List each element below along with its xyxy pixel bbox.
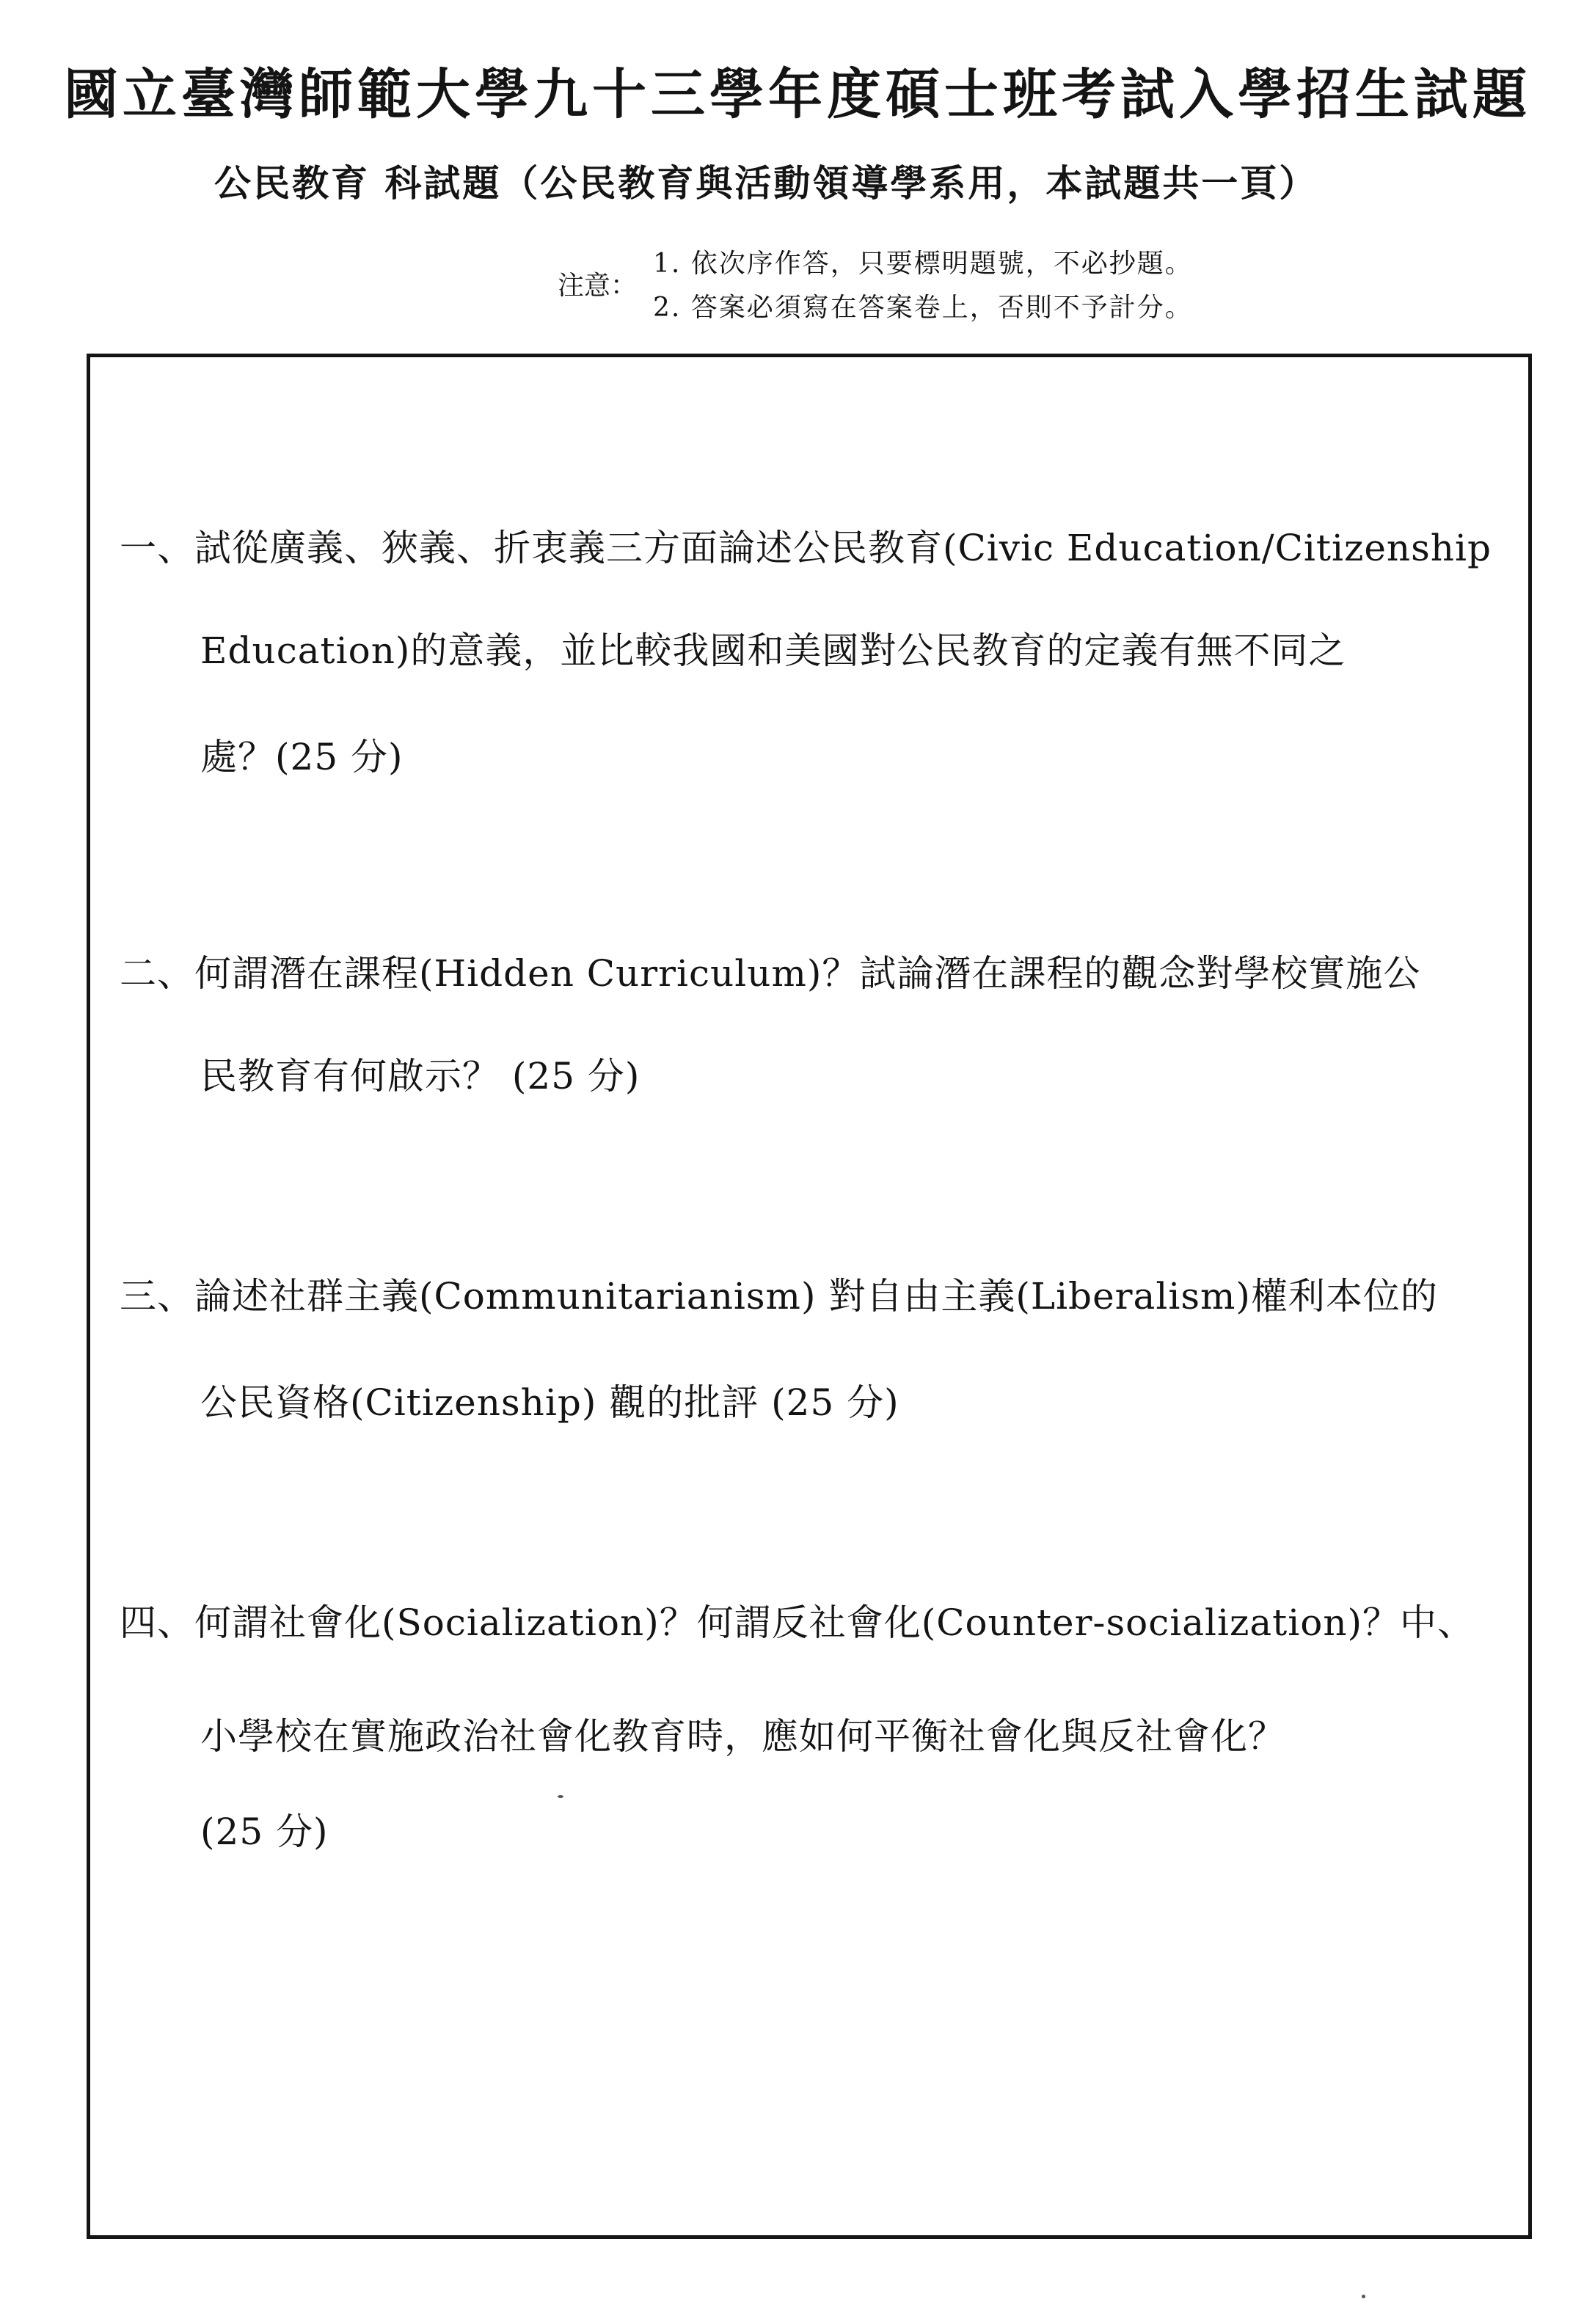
question-2-text-1: 何謂潛在課程(Hidden Curriculum)？試論潛在課程的觀念對學校實施公 [194, 952, 1421, 995]
question-3-line-1 [120, 1267, 1438, 1320]
question-4-text-1: 何謂社會化(Socialization)？何謂反社會化(Counter-socialization)？中、 [194, 1601, 1475, 1644]
question-2-line-1 [120, 944, 1420, 997]
exam-title: 國立臺灣師範大學九十三學年度碩士班考試入學招生試題 [64, 63, 1531, 126]
question-3-line-2: 公民資格(Citizenship) 觀的批評 (25 分) [200, 1381, 899, 1424]
question-3-number: 三、 [120, 1275, 194, 1318]
notice-item-1: 1. 依次序作答，只要標明題號，不必抄題。 [653, 249, 1193, 279]
scan-speck [1362, 2295, 1365, 2298]
question-4-line-1 [120, 1593, 1475, 1646]
notice-label: 注意： [558, 271, 638, 301]
scan-speck [558, 1795, 563, 1798]
question-3-text-1: 論述社群主義(Communitarianism) 對自由主義(Liberalism)權利本位的 [194, 1275, 1438, 1318]
question-frame [87, 354, 1532, 2239]
question-4-line-2: 小學校在實施政治社會化教育時，應如何平衡社會化與反社會化？ [200, 1715, 1285, 1758]
question-1-line-3: 處？(25 分) [200, 736, 404, 778]
question-1-line-2: Education)的意義，並比較我國和美國對公民教育的定義有無不同之 [200, 629, 1346, 672]
question-4-number: 四、 [120, 1601, 194, 1644]
question-4-line-3: (25 分) [200, 1810, 329, 1853]
exam-subtitle: 公民教育 科試題（公民教育與活動領導學系用，本試題共一頁） [214, 161, 1318, 205]
notice-block [558, 238, 1365, 326]
question-1-number: 一、 [120, 527, 194, 569]
question-2-line-2: 民教育有何啟示？ (25 分) [200, 1055, 640, 1097]
question-2-number: 二、 [120, 952, 194, 995]
notice-item-2: 2. 答案必須寫在答案卷上，否則不予計分。 [653, 293, 1193, 323]
question-1-text-1: 試從廣義、狹義、折衷義三方面論述公民教育(Civic Education/Citizenship [194, 527, 1492, 569]
question-1-line-1 [120, 519, 1492, 571]
